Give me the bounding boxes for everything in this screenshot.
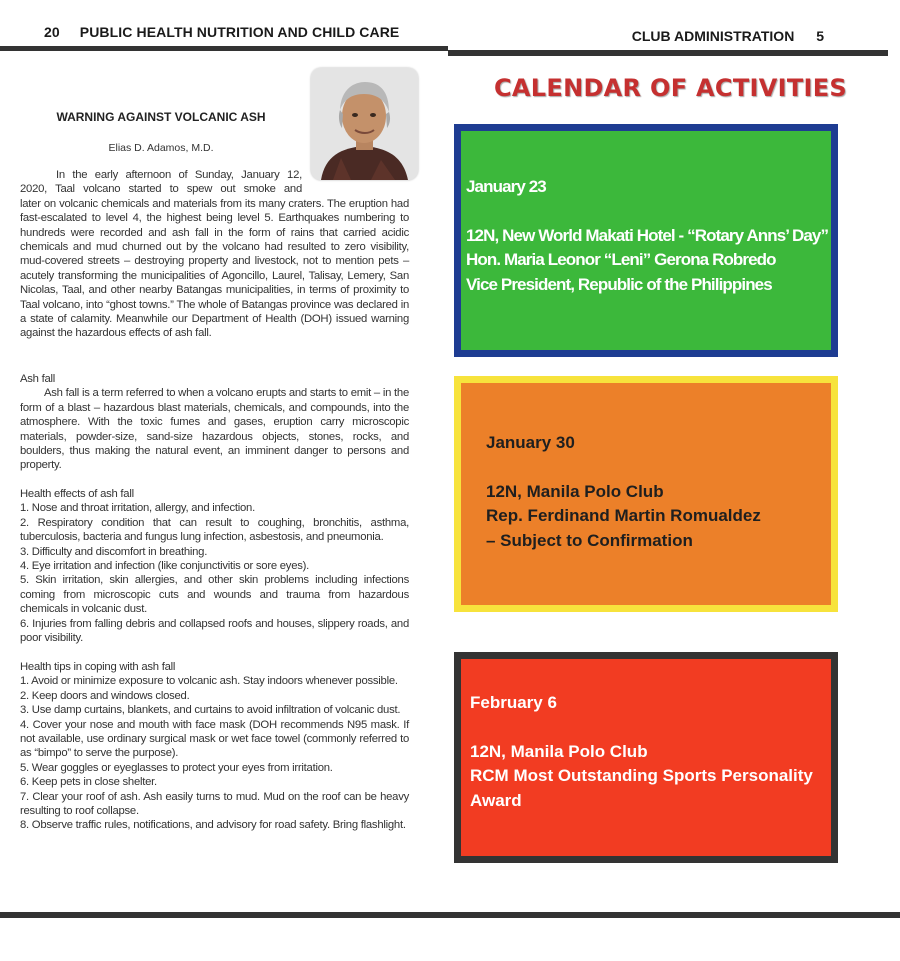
effects-item: 1. Nose and throat irritation, allergy, and infection. xyxy=(20,502,255,515)
event-line: 12N, New World Makati Hotel - “Rotary Anns’ Day” xyxy=(466,225,829,245)
event-date: January 23 xyxy=(466,177,546,196)
effects-item: 6. Injuries from falling debris and collapsed roofs and houses, slippery roads, and poor visibility. xyxy=(20,617,409,645)
effects-heading: Health effects of ash fall xyxy=(20,488,134,500)
intro-rest: later on volcanic chemicals and materials from its many craters. The eruption had fast-escalated to level 4, the highest being level 5. Earthquakes numbering to hundreds were recorded and ash fall in the form of rains that carried acidic chemicals and mud churned out by the volcano had resulted to zero visibility, mud-covered streets – destroying property and livestock, not to mention pets – acutely transforming the municipalities of Agoncillo, Laurel, Talisay, Lemery, San Nicolas, Taal, and other nearby Batangas municipalities, in terms of proximity to Taal volcano, into “ghost towns.” The whole of Batangas province was declared in a state of calamity. Meanwhile our Department of Health (DOH) issued warning against the hazardous effects of ash fall. xyxy=(20,197,409,340)
event-line: Vice President, Republic of the Philippines xyxy=(466,274,772,294)
event-line: Hon. Maria Leonor “Leni” Gerona Robredo xyxy=(466,250,776,269)
event-box-february-6 xyxy=(454,652,838,863)
article-author: Elias D. Adamos, M.D. xyxy=(108,142,214,154)
author-photo xyxy=(311,68,418,180)
top-rule-right xyxy=(448,50,888,56)
tips-item: 2. Keep doors and windows closed. xyxy=(20,689,190,702)
bottom-rule xyxy=(0,912,900,918)
intro-line-1: In the early afternoon of Sunday, January 12, xyxy=(56,169,302,181)
effects-item: 4. Eye irritation and infection (like conjunctivitis or sore eyes). xyxy=(20,560,310,573)
tips-item: 4. Cover your nose and mouth with face mask (DOH recommends N95 mask. If not available, use ordinary surgical mask or wet face towel (commonly referred to as “bimpo” to serve the purpose). xyxy=(20,718,409,760)
event-box-january-30 xyxy=(454,376,838,612)
ashfall-section xyxy=(20,372,409,473)
intro-line-2: 2020, Taal volcano started to spew out smoke and xyxy=(20,183,302,196)
top-rule-left xyxy=(0,46,448,51)
event-line: 12N, Manila Polo Club xyxy=(470,741,648,761)
left-page-header xyxy=(44,24,399,40)
tips-item: 3. Use damp curtains, blankets, and curtains to avoid infiltration of volcanic dust. xyxy=(20,704,401,717)
right-page-header xyxy=(632,28,824,44)
tips-item: 7. Clear your roof of ash. Ash easily turns to mud. Mud on the roof can be heavy resulting to roof collapse. xyxy=(20,790,409,818)
ashfall-text: Ash fall is a term referred to when a volcano erupts and starts to emit – in the form of a blast – hazardous blast materials, chemicals, and compounds, into the atmosphere. With the toxic fumes and gases, eruption carry microscopic materials, powder-size, sand-size hazardous objects, stones, rocks, and boulders, thus making the natural event, an imminent danger to persons and property. xyxy=(20,387,409,472)
effects-item: 3. Difficulty and discomfort in breathing. xyxy=(20,545,208,558)
right-section-title: CLUB ADMINISTRATION xyxy=(631,28,795,44)
event-line: Rep. Ferdinand Martin Romualdez xyxy=(486,506,761,525)
tips-item: 8. Observe traffic rules, notifications, and advisory for road safety. Bring flashlight. xyxy=(20,819,406,832)
tips-item: 6. Keep pets in close shelter. xyxy=(20,776,157,789)
tips-section xyxy=(20,660,409,833)
tips-item: 5. Wear goggles or eyeglasses to protect your eyes from irritation. xyxy=(20,761,333,774)
left-section-title: PUBLIC HEALTH NUTRITION AND CHILD CARE xyxy=(79,24,400,40)
event-line: – Subject to Confirmation xyxy=(486,530,693,550)
calendar-title: CALENDAR OF ACTIVITIES xyxy=(494,74,848,102)
event-line: 12N, Manila Polo Club xyxy=(486,481,664,501)
tips-heading: Health tips in coping with ash fall xyxy=(20,661,176,673)
right-page-number: 5 xyxy=(816,28,824,44)
event-line: RCM Most Outstanding Sports Personality xyxy=(470,766,813,785)
event-line: Award xyxy=(470,790,522,810)
effects-item: 5. Skin irritation, skin allergies, and other skin problems including infections coming from microscopic cuts and wounds and trauma from hazardous chemicals in volcanic dust. xyxy=(20,574,409,616)
effects-section xyxy=(20,487,409,645)
event-date: February 6 xyxy=(470,693,557,712)
ashfall-heading: Ash fall xyxy=(20,373,56,385)
left-page-number: 20 xyxy=(44,24,60,40)
article-title: WARNING AGAINST VOLCANIC ASH xyxy=(56,110,266,124)
tips-item: 1. Avoid or minimize exposure to volcanic ash. Stay indoors whenever possible. xyxy=(20,675,398,688)
event-date: January 30 xyxy=(486,433,575,452)
event-box-january-23 xyxy=(454,124,838,357)
effects-item: 2. Respiratory condition that can result to coughing, bronchitis, asthma, tuberculosis, bacteria and fungus lung infection, asbestosis, and pneumonia. xyxy=(20,516,409,544)
article-intro xyxy=(20,168,409,341)
author-portrait-icon xyxy=(311,68,418,180)
